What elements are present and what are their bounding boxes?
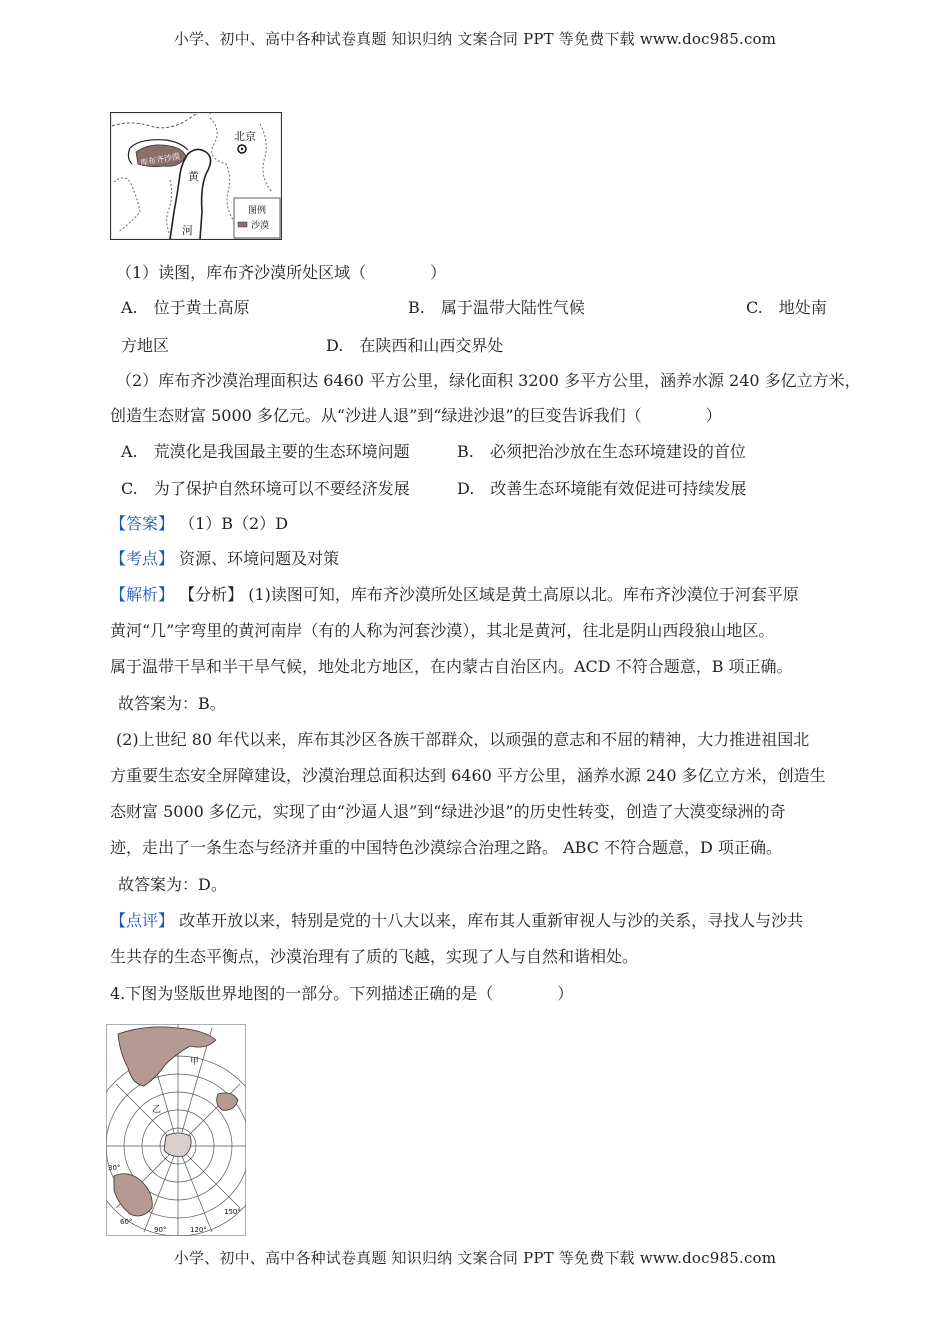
map2-label-jia: 甲 bbox=[190, 1057, 200, 1067]
analysis-label: 【解析】 bbox=[110, 585, 175, 604]
legend-title: 图例 bbox=[248, 206, 267, 216]
page-header: 小学、初中、高中各种试卷真题 知识归纳 文案合同 PPT 等免费下载 www.doc985.com bbox=[173, 30, 777, 48]
kubuqi-desert-map bbox=[110, 112, 282, 240]
q2-stem-line1: （2）库布齐沙漠治理面积达 6460 平方公里，绿化面积 3200 多平方公里，涵养水源 240 多亿立方米， bbox=[116, 371, 861, 390]
q1-option-c: C. 地处南 bbox=[746, 298, 827, 317]
q1-option-d: D. 在陕西和山西交界处 bbox=[326, 336, 504, 355]
kaodian-text: 资源、环境问题及对策 bbox=[179, 549, 340, 568]
analysis-p2-line4: 迹，走出了一条生态与经济并重的中国特色沙漠综合治理之路。 ABC 不符合题意，D 项正确。 bbox=[110, 838, 782, 857]
analysis-p2-line1: (2)上世纪 80 年代以来，库布其沙区各族干部群众，以顽强的意志和不屈的精神，大力推进祖国北 bbox=[116, 730, 810, 749]
answer-label: 【答案】 bbox=[110, 514, 175, 533]
answer-row bbox=[110, 513, 288, 535]
beijing-label: 北京 bbox=[234, 130, 256, 143]
comment-line2: 生共存的生态平衡点，沙漠治理有了质的飞越，实现了人与自然和谐相处。 bbox=[110, 947, 639, 966]
analysis-p1-line1: (1)读图可知，库布齐沙漠所处区域是黄土高原以北。库布齐沙漠位于河套平原 bbox=[248, 585, 799, 604]
q2-option-b: B. 必须把治沙放在生态环境建设的首位 bbox=[457, 442, 746, 461]
answer-text: （1）B（2）D bbox=[179, 514, 289, 533]
analysis-answer1: 故答案为：B。 bbox=[118, 694, 226, 713]
landmass-antarctica bbox=[164, 1133, 191, 1156]
vertical-world-map bbox=[106, 1024, 246, 1236]
comment-line1: 改革开放以来，特别是党的十八大以来，库布其人重新审视人与沙的关系，寻找人与沙共 bbox=[179, 911, 804, 930]
comment-row bbox=[110, 910, 803, 932]
map2-lon-90: 90° bbox=[154, 1226, 167, 1234]
comment-label: 【点评】 bbox=[110, 911, 175, 930]
legend-item: 沙漠 bbox=[251, 221, 270, 231]
desert-label: 库布齐沙漠 bbox=[139, 151, 181, 168]
q1-option-b: B. 属于温带大陆性气候 bbox=[408, 298, 585, 317]
analysis-p2-line3: 态财富 5000 多亿元，实现了由“沙逼人退”到“绿进沙退”的历史性转变，创造了大漠变绿洲的奇 bbox=[110, 802, 786, 821]
q1-stem: （1）读图，库布齐沙漠所处区域（ ） bbox=[116, 263, 447, 282]
map2-lon-120: 120° bbox=[190, 1226, 207, 1234]
map2-lon-150: 150° bbox=[224, 1208, 241, 1216]
q1-option-a: A. 位于黄土高原 bbox=[121, 298, 250, 317]
q2-option-d: D. 改善生态环境能有效促进可持续发展 bbox=[457, 479, 747, 498]
page-footer: 小学、初中、高中各种试卷真题 知识归纳 文案合同 PPT 等免费下载 www.doc985.com bbox=[173, 1249, 777, 1267]
q1-option-c-cont: 方地区 bbox=[121, 336, 170, 355]
legend-swatch bbox=[238, 222, 247, 227]
analysis-p2-line2: 方重要生态安全屏障建设，沙漠治理总面积达到 6460 平方公里，涵养水源 240 多亿立方米，创造生 bbox=[110, 766, 826, 785]
map2-lon-60: 60° bbox=[120, 1218, 133, 1226]
kaodian-label: 【考点】 bbox=[110, 549, 175, 568]
analysis-row bbox=[110, 584, 799, 606]
map2-label-yi: 乙 bbox=[152, 1105, 162, 1115]
map2-lat-30: 30° bbox=[108, 1164, 121, 1172]
river-label-he: 河 bbox=[182, 224, 193, 237]
analysis-p1-line2: 黄河“几”字弯里的黄河南岸（有的人称为河套沙漠），其北是黄河，往北是阴山西段狼山地区。 bbox=[110, 621, 775, 640]
analysis-answer2: 故答案为：D。 bbox=[118, 875, 227, 894]
analysis-fenxi: 【分析】 bbox=[179, 585, 244, 604]
kaodian-row bbox=[110, 548, 339, 570]
map-legend bbox=[234, 198, 280, 238]
q2-stem-line2: 创造生态财富 5000 多亿元。从“沙进人退”到“绿进沙退”的巨变告诉我们（ ） bbox=[110, 406, 722, 425]
q2-option-c: C. 为了保护自然环境可以不要经济发展 bbox=[121, 479, 410, 498]
analysis-p1-line3: 属于温带干旱和半干旱气候，地处北方地区，在内蒙古自治区内。ACD 不符合题意，B 项正确。 bbox=[110, 657, 793, 676]
q4-stem: 4.下图为竖版世界地图的一部分。下列描述正确的是（ ） bbox=[110, 984, 574, 1003]
q2-option-a: A. 荒漠化是我国最主要的生态环境问题 bbox=[121, 442, 410, 461]
river-label-huang: 黄 bbox=[188, 170, 199, 183]
